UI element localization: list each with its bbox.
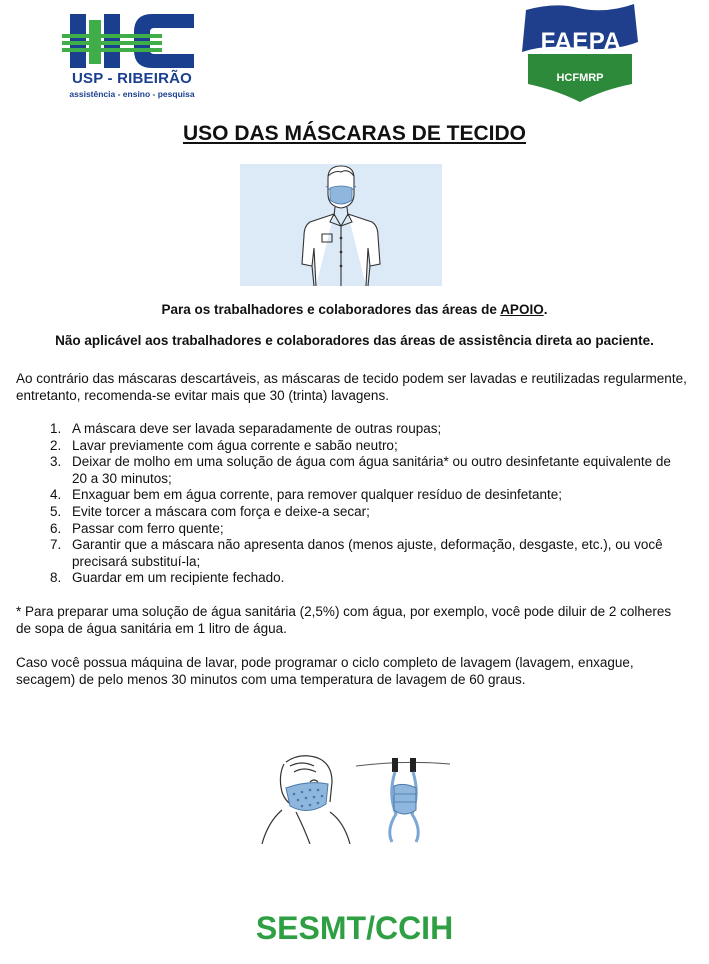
subtitle-1-prefix: Para os trabalhadores e colaboradores das áreas de [161,302,501,317]
list-item [16,521,688,538]
intro-paragraph: Ao contrário das máscaras descartáveis, as máscaras de tecido podem ser lavadas e reutilizadas regularmente, entretanto, recomenda-se evitar mais que 30 (trinta) lavagens. [16,371,687,403]
list-number: 4. [50,487,62,503]
faepa-name-text: FAEPA [540,28,622,55]
mask-drying-on-clothesline-illustration [356,754,450,846]
list-item [16,421,688,438]
list-item [16,454,688,487]
list-number: 5. [50,503,62,519]
list-item-text: Garantir que a máscara não apresenta danos (menos ajuste, deformação, desgaste, etc.), ou você precisará substituí-la; [72,537,663,569]
person-wearing-cloth-mask-illustration [260,752,352,844]
list-item-text: Enxaguar bem em água corrente, para remover qualquer resíduo de desinfetante; [72,487,563,503]
list-item [16,438,688,455]
bleach-solution-note: * Para preparar uma solução de água sanitária (2,5%) com água, por exemplo, você pode diluir de 2 colheres de sopa de água sanitária em 1 litro de água. [16,604,672,636]
list-number: 6. [50,520,62,536]
list-item [16,504,688,521]
list-number: 7. [50,537,62,553]
faepa-logo [516,2,640,104]
list-item [16,570,688,587]
list-item [16,537,688,570]
subtitle-target-areas [0,302,709,317]
list-item-text: Passar com ferro quente; [72,520,224,536]
page-title: USO DAS MÁSCARAS DE TECIDO [182,122,527,145]
subtitle-1-suffix: . [543,302,548,317]
list-number: 3. [50,454,62,470]
list-item-text: Deixar de molho em uma solução de água com água sanitária* ou outro desinfetante equivalente de 20 a 30 minutos; [72,454,671,486]
list-item-text: Guardar em um recipiente fechado. [72,570,285,586]
subtitle-not-applicable: Não aplicável aos trabalhadores e colaboradores das áreas de assistência direta ao paciente. [55,333,654,348]
subtitle-1-highlight: APOIO [500,302,544,317]
list-item [16,487,688,504]
hc-usp-logo [62,12,202,100]
washing-machine-note: Caso você possua máquina de lavar, pode programar o ciclo completo de lavagem (lavagem, enxague, secagem) de pelo menos 30 minutos com uma temperatura de lavagem de 60 graus. [16,655,634,687]
washing-steps-list [16,421,688,587]
hc-institution-text: USP - RIBEIRÃO [71,70,193,87]
footer-organization: SESMT/CCIH [255,910,454,946]
list-number: 1. [50,421,62,436]
faepa-subtitle-text: HCFMRP [556,72,604,84]
list-item-text: A máscara deve ser lavada separadamente de outras roupas; [72,421,442,436]
list-item-text: Lavar previamente com água corrente e sabão neutro; [72,437,398,453]
hc-tagline-text: assistência - ensino - pesquisa [69,89,195,99]
list-number: 2. [50,437,62,453]
list-item-text: Evite torcer a máscara com força e deixe-a secar; [72,503,370,519]
list-number: 8. [50,570,62,586]
man-wearing-mask-illustration [240,164,442,286]
